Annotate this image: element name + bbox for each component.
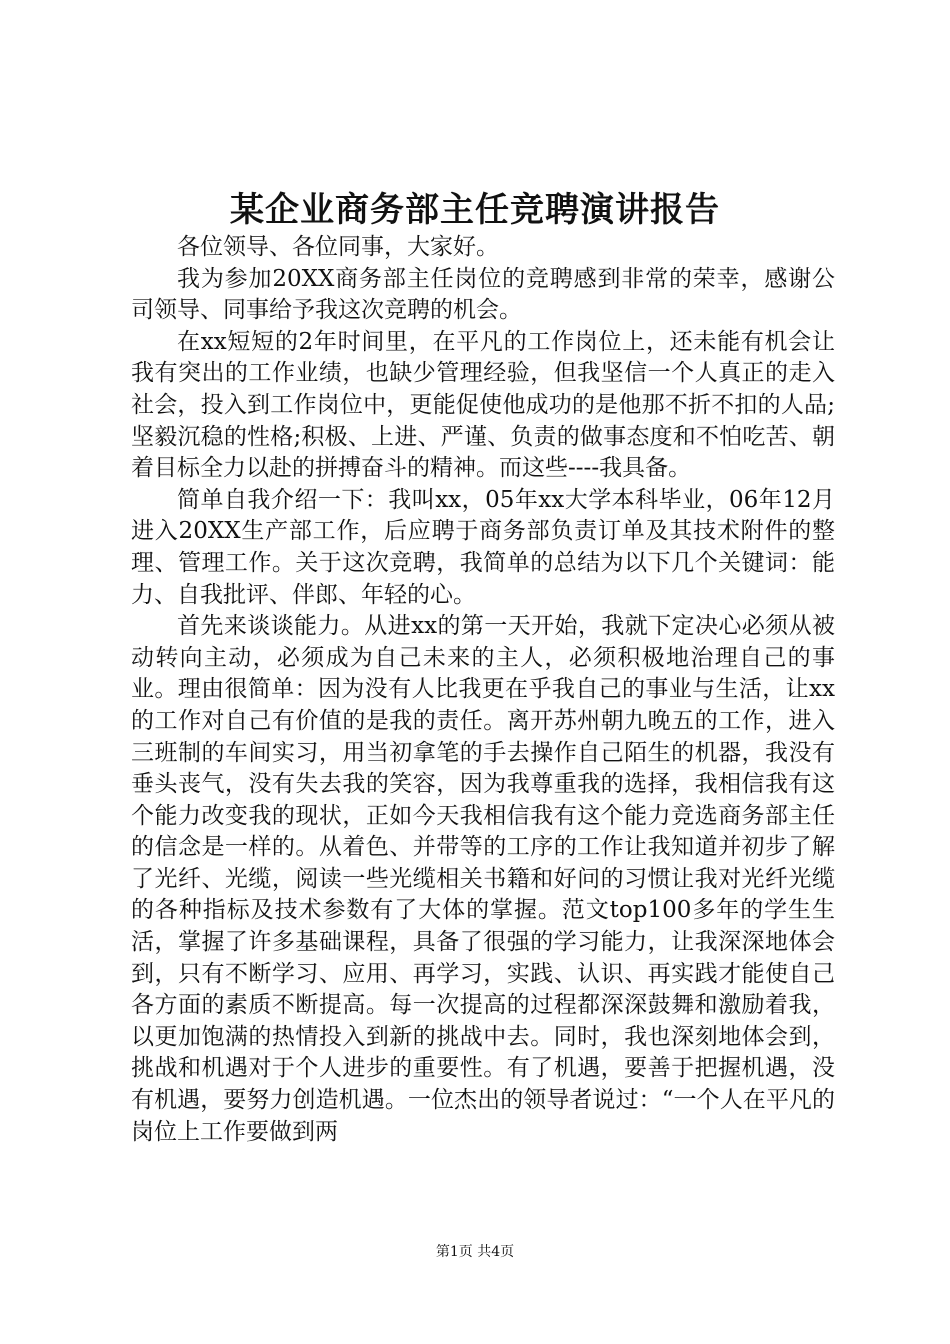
paragraph-self-introduction: 简单自我介绍一下：我叫xx，05年xx大学本科毕业，06年12月进入20XX生产部工作，后应聘于商务部负责订单及其技术附件的整理、管理工作。关于这次竞聘，我简单的总结为以下几个关键词：能力、自我批评、伴郎、年轻的心。: [131, 486, 835, 608]
paragraph-ability: 首先来谈谈能力。从进xx的第一天开始，我就下定决心必须从被动转向主动，必须成为自己未来的主人，必须积极地治理自己的事业。理由很简单：因为没有人比我更在乎我自己的事业与生活，让xx的工作对自己有价值的是我的责任。离开苏州朝九晚五的工作，进入三班制的车间实习，用当初拿笔的手去操作自己陌生的机器，我没有垂头丧气，没有失去我的笑容，因为我尊重我的选择，我相信我有这个能力改变我的现状，正如今天我相信我有这个能力竞选商务部主任的信念是一样的。从着色、并带等的工序的工作让我知道并初步了解了光纤、光缆，阅读一些光缆相关书籍和好问的习惯让我对光纤光缆的各种指标及技术参数有了大体的掌握。范文top100多年的学生生活，掌握了许多基础课程，具备了很强的学习能力，让我深深地体会到，只有不断学习、应用、再学习，实践、认识、再实践才能使自己各方面的素质不断提高。每一次提高的过程都深深鼓舞和激励着我，以更加饱满的热情投入到新的挑战中去。同时，我也深刻地体会到，挑战和机遇对于个人进步的重要性。有了机遇，要善于把握机遇，没有机遇，要努力创造机遇。一位杰出的领导者说过：“一个人在平凡的岗位上工作要做到两: [131, 613, 835, 1145]
page-title: 某企业商务部主任竞聘演讲报告: [230, 190, 720, 230]
page-number: 第1页 共4页: [435, 1244, 515, 1260]
paragraph-greeting: 各位领导、各位同事，大家好。: [177, 234, 499, 260]
body-text: [131, 232, 835, 1148]
paragraph-qualities: 在xx短短的2年时间里，在平凡的工作岗位上，还未能有机会让我有突出的工作业绩，也缺少管理经验，但我坚信一个人真正的走入社会，投入到工作岗位中，更能促使他成功的是他那不折不扣的人品;坚毅沉稳的性格;积极、上进、严谨、负责的做事态度和不怕吃苦、朝着目标全力以赴的拼搏奋斗的精神。而这些----我具备。: [131, 328, 835, 482]
paragraph-intro: 我为参加20XX商务部主任岗位的竞聘感到非常的荣幸，感谢公司领导、同事给予我这次竞聘的机会。: [131, 265, 835, 324]
